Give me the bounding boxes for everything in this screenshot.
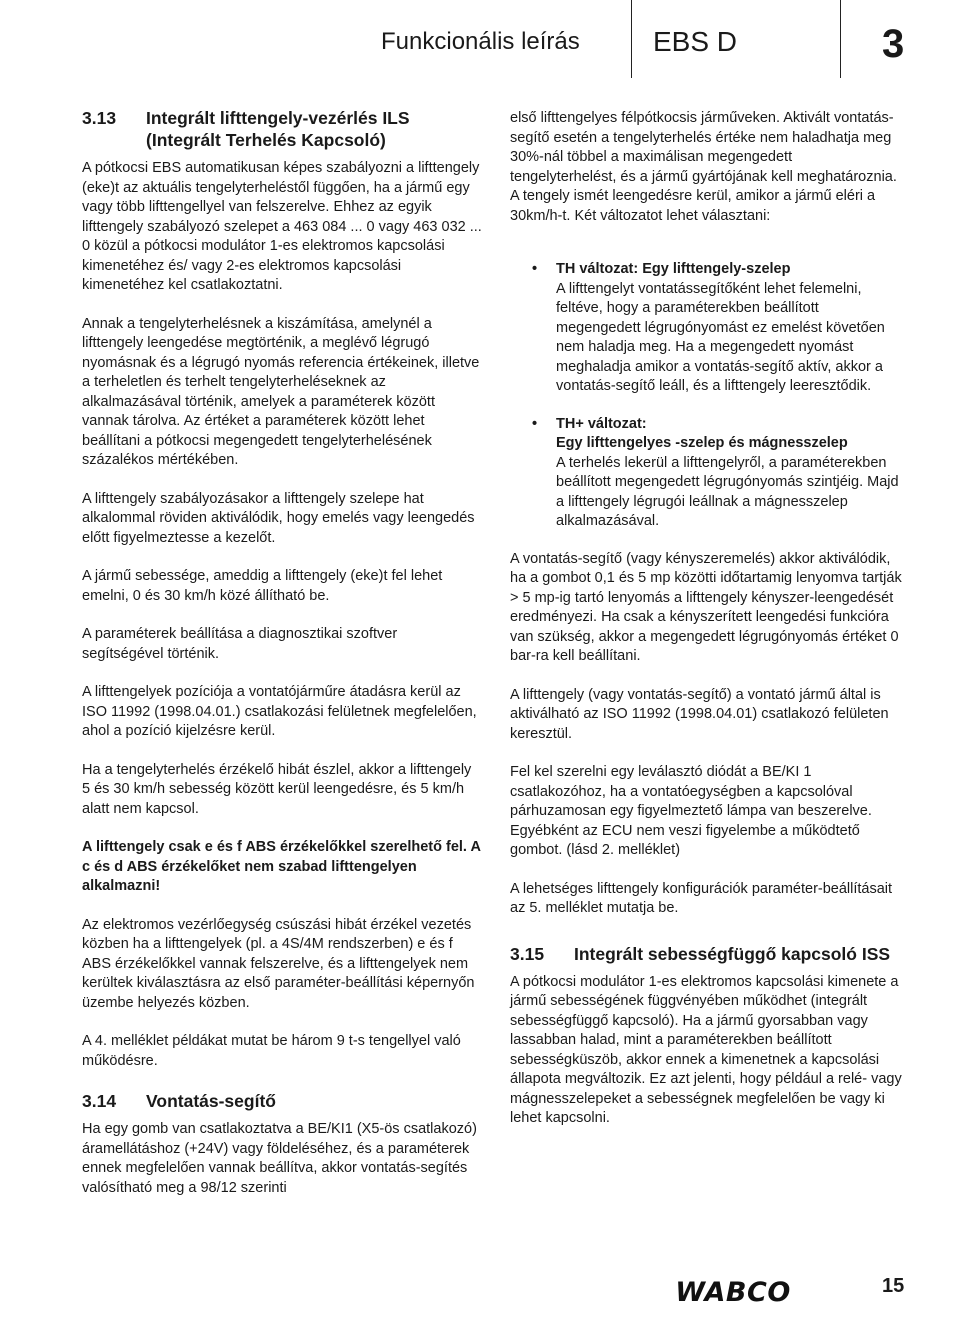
variant-title: TH változat: Egy lifttengely-szelep [556, 261, 791, 277]
paragraph: A vontatás-segítő (vagy kényszeremelés) akkor aktiválódik, ha a gombot 0,1 és 5 mp közötti időtartamig lenyomva tartják > 5 mp-ig tartó lenyomás a lifttengely kényszer-leengedését eredményezi. Ha csak a kényszerített leengedési funkcióra van szükség, akkor a megengedett légrugónyomás értéket 0 bar-ra kell beállítani. [510, 550, 902, 664]
section-title: Funkcionális leírás [381, 28, 580, 55]
chapter-number: 3 [882, 22, 905, 66]
list-item [510, 260, 902, 397]
paragraph: Ha egy gomb van csatlakoztatva a BE/KI1 (X5-ös csatlakozó) áramellátáshoz (+24V) vagy földeléséhez, és a paraméterek ennek megfelelően vannak beállítva, akkor vontatás-segítés valósítható meg a 98/12 szerinti [82, 1121, 477, 1196]
bullet-icon: • [532, 261, 538, 277]
header-divider [631, 0, 632, 78]
paragraph: A lifttengely szabályozásakor a lifttengely szelepe hat alkalommal röviden aktiválódik, hogy emelés vagy leengedés előtt figyelmeztesse a kezelőt. [82, 490, 475, 546]
wabco-logo [665, 1276, 801, 1306]
paragraph: A lifttengelyek pozíciója a vontatójárműre átadásra kerül az ISO 11992 (1998.04.01.) csatlakozási felületnek megfelelően, ahol a pozíció kijelzésre kerül. [82, 684, 477, 739]
heading-text: Integrált lifttengely-vezérlés ILS (Integrált Terhelés Kapcsoló) [146, 108, 410, 150]
heading-number: 3.15 [510, 943, 545, 964]
heading-number: 3.13 [82, 108, 117, 128]
variant-text: A lifttengelyt vontatássegítőként lehet felemelni, feltéve, hogy a paraméterekben beállított megengedett légrugónyomást ez emelést követően nem haladja meg. Ha a megengedett nyomást meghaladja amikor a vontatás-segítő aktív, akkor a vontatás-segítő leáll, és a lifttengely leeresztődik. [556, 280, 885, 394]
heading-3-15 [510, 943, 902, 965]
variant-title: TH+ változat: [556, 415, 647, 432]
warning-text: A lifttengely csak e és f ABS érzékelőkkel szerelhető fel. A c és d ABS érzékelőket nem szabad lifttengelyen alkalmazni! [82, 839, 481, 894]
header-divider [840, 0, 841, 78]
heading-number: 3.14 [82, 1091, 117, 1111]
page-header [0, 0, 960, 80]
paragraph: A 4. melléklet példákat mutat be három 9 t-s tengellyel való működésre. [82, 1033, 461, 1069]
heading-text: Integrált sebességfüggő kapcsoló ISS [574, 943, 891, 964]
paragraph: Fel kel szerelni egy leválasztó diódát a BE/KI 1 csatlakozóhoz, ha a vontatóegységben a kapcsolóval párhuzamosan egy figyelmeztető lámpa van beszerelve. Egyébként az ECU nem veszi figyelembe a működtető gombot. (lásd 2. melléklet) [510, 764, 872, 858]
list-item [510, 415, 902, 532]
variant-text: A terhelés lekerül a lifttengelyről, a paraméterekben beállított megengedett légrugónyomás szintjéig. Majd a lifttengely légrugói leállnak a mágnesszelep alkalmazásával. [556, 454, 899, 529]
heading-3-14 [82, 1090, 482, 1112]
left-column [82, 107, 482, 1217]
paragraph: A lehetséges lifttengely konfigurációk paraméter-beállításait az 5. melléklet mutatja be. [510, 880, 893, 916]
logo-text: WABCO [675, 1277, 791, 1306]
paragraph: A paraméterek beállítása a diagnosztikai szoftver segítségével történik. [82, 626, 398, 662]
bullet-icon: • [532, 415, 538, 432]
heading-text: Vontatás-segítő [146, 1091, 276, 1111]
product-name: EBS D [653, 26, 738, 57]
paragraph: Az elektromos vezérlőegység csúszási hibát érzékel vezetés közben ha a lifttengelyek (pl. a 4S/4M rendszerben) e és f ABS érzékelőkkel vannak felszerelve, és a lifttengelyek nem kerültek kiválasztásra az első paraméter-beállítási képernyőn üzembe helyezés közben. [82, 916, 475, 1011]
paragraph: A jármű sebessége, ameddig a lifttengely (eke)t fel lehet emelni, 0 és 30 km/h közé állítható be. [82, 568, 443, 604]
variant-subtitle: Egy lifttengelyes -szelep és mágnesszelep [556, 435, 848, 451]
paragraph: Ha a tengelyterhelés érzékelő hibát észlel, akkor a lifttengely 5 és 30 km/h sebesség között kerül leengedésre, és 5 km/h alatt nem kapcsol. [82, 761, 472, 817]
paragraph: Annak a tengelyterhelésnek a kiszámítása, amelynél a lifttengely leengedése megtörténik, a meglévő légrugó nyomásnak és a légrugó nyomás referencia értékeinek, illetve a terheletlen és terhelt tengelyterheléseknek az alkalmazásával történik, amelyek a paraméterek között vannak tárolva. Az értéket a paraméterek között lehet beállítani a pótkocsi megengedett tengelyterhelésének százalékos mértékében. [82, 315, 480, 468]
right-column [510, 109, 902, 1148]
paragraph: A lifttengely (vagy vontatás-segítő) a vontató jármű által is aktiválható az ISO 11992 (1998.04.01) csatlakozó felületen keresztül. [510, 686, 889, 742]
heading-3-13 [82, 107, 482, 151]
paragraph: A pótkocsi EBS automatikusan képes szabályozni a lifttengely (eke)t az aktuális tengelyterheléstől függően, ha a jármű egy vagy több lifttengellyel van felszerelve. Ehhez az egyik lifttengely szabályozó szelepet a 463 084 ... 0 vagy 463 032 ... 0 közül a pótkocsi modulátor 1-es elektromos kapcsolási kimenetéhez és/ vagy 2-es elektromos kapcsolási kimenetéhez kel csatlakoztatni. [82, 160, 482, 293]
paragraph: első lifttengelyes félpótkocsis járműveken. Aktivált vontatás-segítő esetén a tengelyterhelés értéke nem haladhatja meg 30%-nál többel a maximálisan megengedett tengelyterhelést, és a jármű gyártójának kell meghatároznia. A tengely ismét leengedésre kerül, amikor a jármű eléri a 30km/h-t. Két változatot lehet választani: [510, 110, 897, 224]
variant-list [510, 260, 902, 532]
page-number: 15 [882, 1275, 905, 1297]
paragraph: A pótkocsi modulátor 1-es elektromos kapcsolási kimenete a jármű sebességének függvényében működhet (integrált sebességfüggő kapcsoló). Ha a jármű gyorsabban vagy lassabban halad, mint a paraméterekben beállított sebességküszöb, akkor ennek a kimenetnek a kapcsolási állapota megváltozik. Ez azt jelenti, hogy például a relé- vagy mágnesszelepeket a sebességnek megfelelően be vagy ki lehet kapcsolni. [510, 973, 902, 1126]
